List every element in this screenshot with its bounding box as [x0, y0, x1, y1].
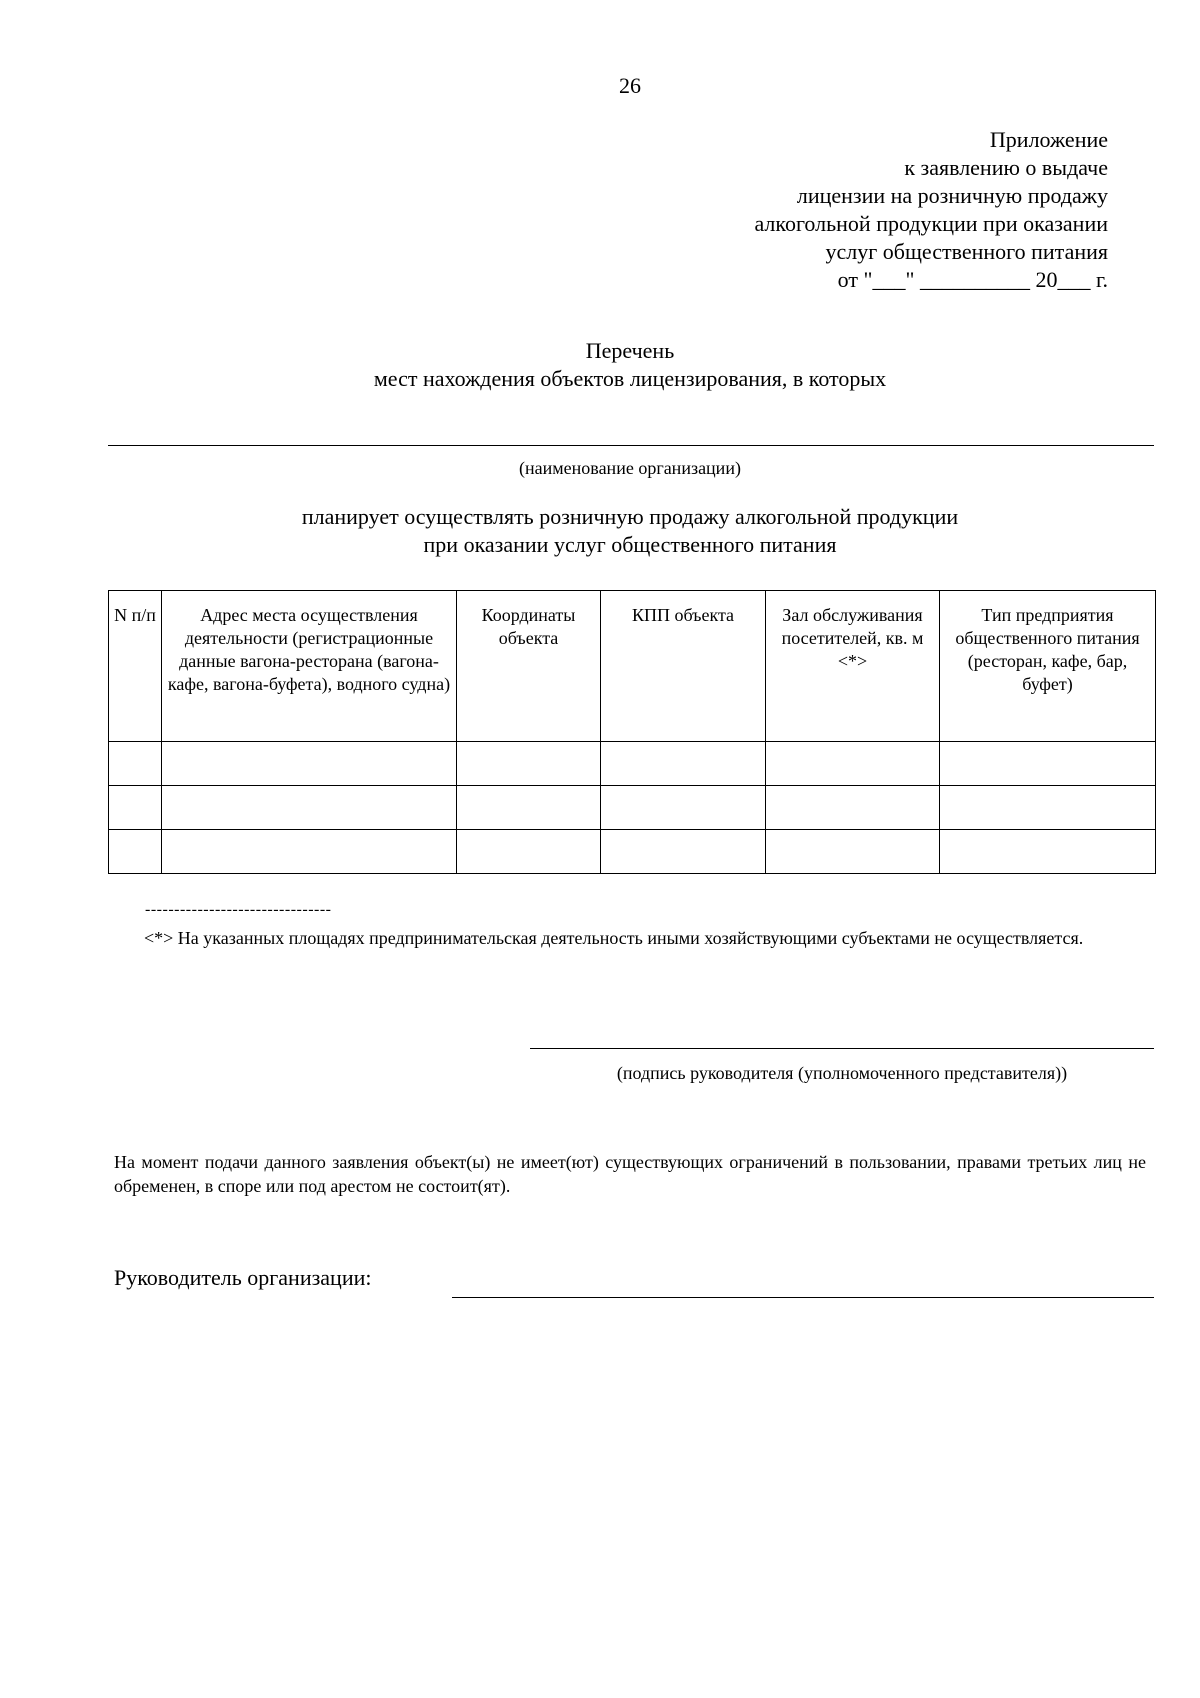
table-cell — [940, 786, 1156, 830]
table-row — [109, 786, 1156, 830]
appendix-line: Приложение — [989, 127, 1108, 152]
organization-name-line — [108, 445, 1154, 446]
header-address: Адрес места осуществления деятельности (регистрационные данные вагона-ресторана (вагона-кафе, вагона-буфета), водного судна) — [162, 591, 457, 742]
organization-name-caption: (наименование организации) — [519, 458, 741, 478]
head-signature-line — [452, 1297, 1154, 1298]
appendix-header — [754, 126, 1108, 294]
table-cell — [766, 742, 940, 786]
appendix-date-line: от "___" __________ 20___ г. — [837, 267, 1108, 292]
table-cell — [601, 786, 766, 830]
objects-table — [108, 590, 1156, 874]
table-cell — [940, 742, 1156, 786]
table-cell — [457, 742, 601, 786]
head-of-organization-label: Руководитель организации: — [114, 1265, 372, 1290]
appendix-line: алкогольной продукции при оказании — [754, 211, 1108, 236]
table-cell — [766, 830, 940, 874]
header-kpp: КПП объекта — [601, 591, 766, 742]
table-cell — [457, 786, 601, 830]
table-cell — [162, 742, 457, 786]
table-cell — [109, 742, 162, 786]
appendix-line: к заявлению о выдаче — [904, 155, 1108, 180]
statement-text: На момент подачи данного заявления объект(ы) не имеет(ют) существующих ограничений в пользовании, правами третьих лиц не обременен, в споре или под арестом не состоит(ят). — [114, 1152, 1146, 1196]
appendix-line: лицензии на розничную продажу — [796, 183, 1108, 208]
table-row — [109, 742, 1156, 786]
table-cell — [940, 830, 1156, 874]
table-cell — [601, 830, 766, 874]
header-hall-area: Зал обслуживания посетителей, кв. м <*> — [766, 591, 940, 742]
intro-line: планирует осуществлять розничную продажу алкогольной продукции — [301, 504, 959, 529]
subtitle-line: мест нахождения объектов лицензирования, в которых — [373, 366, 887, 391]
title-line: Перечень — [585, 338, 675, 363]
page-number: 26 — [619, 73, 641, 98]
table-cell — [109, 830, 162, 874]
header-enterprise-type: Тип предприятия общественного питания (ресторан, кафе, бар, буфет) — [940, 591, 1156, 742]
header-number: N п/п — [109, 591, 162, 742]
table-cell — [162, 830, 457, 874]
signature-caption: (подпись руководителя (уполномоченного представителя)) — [616, 1063, 1068, 1083]
document-title — [0, 337, 1200, 393]
footnote-separator: -------------------------------- — [145, 901, 332, 918]
table-cell — [766, 786, 940, 830]
table-row — [109, 830, 1156, 874]
signature-line — [530, 1048, 1154, 1049]
intro-line: при оказании услуг общественного питания — [423, 532, 837, 557]
table-cell — [162, 786, 457, 830]
table-cell — [109, 786, 162, 830]
table-header-row — [109, 591, 1156, 742]
intro-text — [0, 503, 1200, 559]
footnote: <*> На указанных площадях предпринимательская деятельность иными хозяйствующими субъектами не осуществляется. — [144, 928, 1084, 948]
table-cell — [457, 830, 601, 874]
appendix-line: услуг общественного питания — [825, 239, 1108, 264]
header-coordinates: Координаты объекта — [457, 591, 601, 742]
table-cell — [601, 742, 766, 786]
